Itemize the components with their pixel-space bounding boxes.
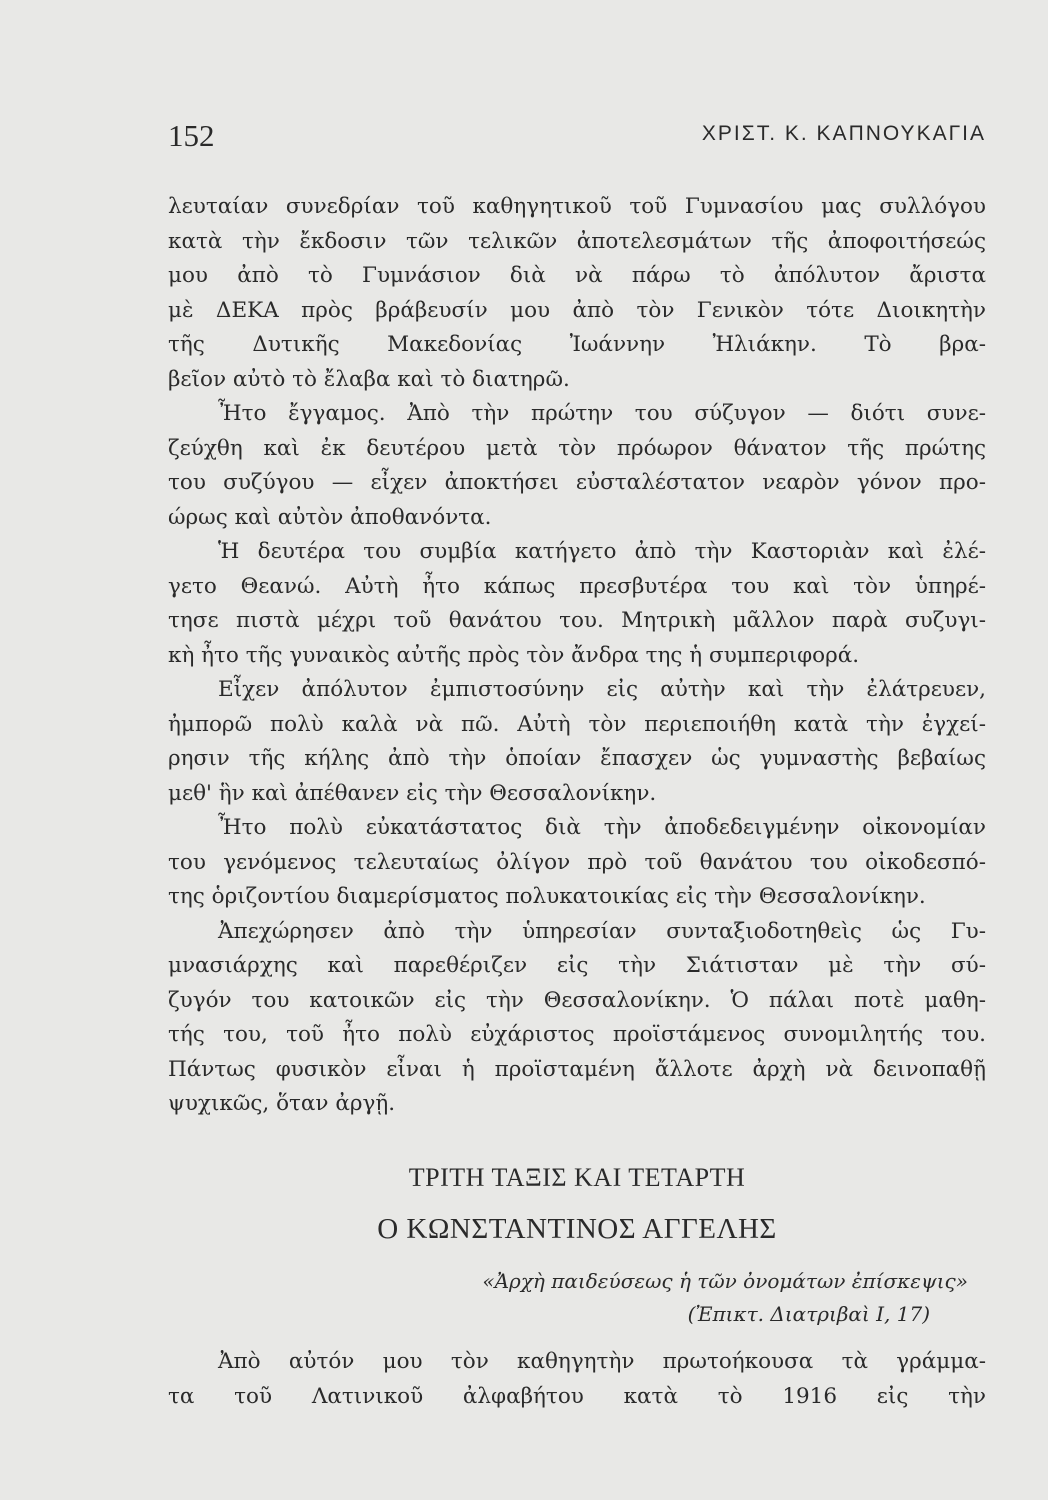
paragraph [168, 397, 986, 535]
body-text [168, 190, 986, 1122]
running-head: ΧΡΙΣΤ. Κ. ΚΑΠΝΟΥΚΑΓΙΑ [701, 122, 986, 145]
text-line: ζεύχθη καὶ ἐκ δευτέρου μετὰ τὸν πρόωρον θάνατον τῆς πρώτης [168, 435, 986, 461]
paragraph [168, 1345, 986, 1414]
text-line: μνασιάρχης καὶ παρεθέριζεν εἰς τὴν Σιάτισταν μὲ τὴν σύ- [168, 953, 986, 978]
text-line: μου ἀπὸ τὸ Γυμνάσιον διὰ νὰ πάρω τὸ ἀπόλυτον ἄριστα [168, 263, 986, 288]
text-line: Ἦτο ἔγγαμος. Ἀπὸ τὴν πρώτην του σύζυγον — διότι συνε- [218, 401, 986, 426]
text-line: γετο Θεανώ. Αὐτὴ ἦτο κάπως πρεσβυτέρα του καὶ τὸν ὑπηρέ- [168, 573, 986, 599]
body-text-continued [168, 1345, 986, 1414]
text-line: κατὰ τὴν ἔκδοσιν τῶν τελικῶν ἀποτελεσμάτων τῆς ἀποφοιτήσεώς [168, 228, 986, 254]
text-line: Ἀπεχώρησεν ἀπὸ τὴν ὑπηρεσίαν συνταξιοδοτηθεὶς ὡς Γυ- [218, 918, 986, 944]
text-line: ψυχικῶς, ὅταν ἀργῇ. [168, 1091, 396, 1116]
text-line: τής του, τοῦ ἦτο πολὺ εὐχάριστος προϊστάμενος συνομιλητής του. [168, 1022, 986, 1047]
text-line: τῆς Δυτικῆς Μακεδονίας Ἰωάννην Ἠλιάκην. Τὸ βρα- [168, 332, 986, 357]
chapter-subtitle: Ο ΚΩΝΣΤΑΝΤΙΝΟΣ ΑΓΓΕΛΗΣ [377, 1213, 777, 1245]
text-line: ἠμπορῶ πολὺ καλὰ νὰ πῶ. Αὐτὴ τὸν περιεποιήθη κατὰ τὴν ἐγχεί- [168, 711, 986, 737]
text-line: μεθ' ἣν καὶ ἀπέθανεν εἰς τὴν Θεσσαλονίκην. [168, 780, 657, 806]
paragraph [168, 190, 986, 397]
text-line: κὴ ἦτο τῆς γυναικὸς αὐτῆς πρὸς τὸν ἄνδρα της ἡ συμπεριφορά. [168, 642, 860, 668]
text-line: τησε πιστὰ μέχρι τοῦ θανάτου του. Μητρικὴ μᾶλλον παρὰ συζυγι- [168, 608, 986, 633]
paragraph [168, 673, 986, 811]
text-line: του συζύγου — εἶχεν ἀποκτήσει εὐσταλέστατον νεαρὸν γόνον προ- [168, 470, 986, 495]
text-line: τα τοῦ Λατινικοῦ ἀλφαβήτου κατὰ τὸ 1916 εἰς τὴν [168, 1383, 986, 1409]
text-line: βεῖον αὐτὸ τὸ ἔλαβα καὶ τὸ διατηρῶ. [168, 366, 570, 392]
page-header [168, 118, 986, 158]
text-line: ώρως καὶ αὐτὸν ἀποθανόντα. [168, 504, 492, 530]
text-line: Ἀπὸ αὐτόν μου τὸν καθηγητὴν πρωτοήκουσα τὰ γράμμα- [218, 1349, 986, 1374]
text-line: της ὁριζοντίου διαμερίσματος πολυκατοικίας εἰς τὴν Θεσσαλονίκην. [168, 884, 926, 909]
epigraph-source: (Ἐπικτ. Διατριβαὶ Ι, 17) [687, 1302, 930, 1326]
text-line: λευταίαν συνεδρίαν τοῦ καθηγητικοῦ τοῦ Γυμνασίου μας συλλόγου [168, 194, 986, 219]
chapter-heading [168, 1163, 986, 1246]
page-number: 152 [168, 118, 215, 153]
text-line: ζυγόν του κατοικῶν εἰς τὴν Θεσσαλονίκην. Ὁ πάλαι ποτὲ μαθη- [168, 987, 986, 1013]
text-line: Ἦτο πολὺ εὐκατάστατος διὰ τὴν ἀποδεδειγμένην οἰκονομίαν [218, 815, 986, 840]
paragraph [168, 915, 986, 1122]
paragraph [168, 535, 986, 673]
text-line: Ἡ δευτέρα του συμβία κατήγετο ἀπὸ τὴν Καστοριὰν καὶ ἐλέ- [218, 539, 986, 564]
text-line: Πάντως φυσικὸν εἶναι ἡ προϊσταμένη ἄλλοτε ἀρχὴ νὰ δεινοπαθῇ [168, 1056, 986, 1082]
text-line: Εἶχεν ἀπόλυτον ἐμπιστοσύνην εἰς αὐτὴν καὶ τὴν ἐλάτρευεν, [218, 677, 986, 702]
text-line: του γενόμενος τελευταίως ὀλίγον πρὸ τοῦ θανάτου του οἰκοδεσπό- [168, 849, 986, 875]
epigraph-quote: «Ἀρχὴ παιδεύσεως ἡ τῶν ὀνομάτων ἐπίσκεψις» [482, 1269, 968, 1293]
chapter-title: ΤΡΙΤΗ ΤΑΞΙΣ ΚΑΙ ΤΕΤΑΡΤΗ [408, 1163, 746, 1192]
text-line: μὲ ΔΕΚΑ πρὸς βράβευσίν μου ἀπὸ τὸν Γενικὸν τότε Διοικητὴν [168, 297, 986, 323]
epigraph [168, 1265, 968, 1331]
paragraph [168, 811, 986, 915]
text-line: ρησιν τῆς κήλης ἀπὸ τὴν ὁποίαν ἔπασχεν ὡς γυμναστὴς βεβαίως [168, 746, 986, 771]
